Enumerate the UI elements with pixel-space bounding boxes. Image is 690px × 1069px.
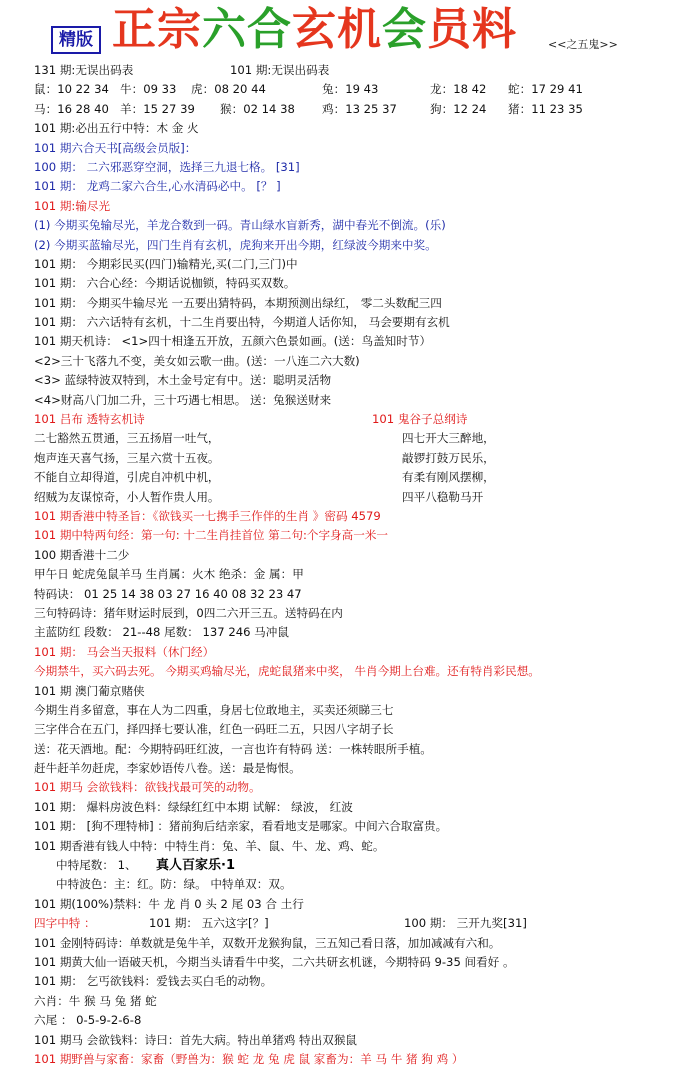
text-segment: 甲午日 蛇虎兔鼠羊马 生肖属：火木 绝杀：金 属：甲	[34, 567, 304, 582]
text-segment: 中特波色：主：红。防：绿。 中特单双：双。	[56, 877, 292, 892]
text-segment: 131 期:无误出码表	[34, 63, 134, 77]
text-segment: 101 期香港中特圣旨：《欲钱买一七携手三作伴的生肖 》密码 4579	[34, 508, 381, 523]
text-line	[34, 623, 684, 642]
text-segment: 101 期:必出五行中特：木 金 火	[34, 121, 199, 136]
text-segment: 牛：09 33	[120, 82, 177, 97]
text-segment: 101 期 澳门葡京赌侠	[34, 683, 145, 698]
text-line	[34, 604, 684, 623]
text-segment: 龙：18 42	[430, 82, 487, 97]
text-segment: 101 期(100%)禁料：牛 龙 肖 0 头 2 尾 03 合 土行	[34, 896, 304, 911]
text-segment: 今期禁牛，买六码去死。 今期买鸡输尽光，虎蛇鼠猪来中奖， 牛肖今期上台难。还有特肖彩民想。	[34, 664, 540, 679]
text-segment: 100 期： 二六邪恶穿空洞，选择三九退七格。 [31]	[34, 159, 300, 174]
text-line	[34, 391, 684, 410]
text-line	[34, 449, 684, 468]
text-segment: 六肖：牛 猴 马 兔 猪 蛇	[34, 993, 157, 1008]
text-line	[34, 992, 684, 1011]
text-line	[34, 701, 684, 720]
text-segment: 敲锣打鼓万民乐，	[402, 450, 495, 465]
header	[0, 0, 690, 60]
text-segment: 三字伴合在五门，择四择七要认准，红色一码旺二五，只因八字胡子长	[34, 722, 394, 737]
text-segment: (2) 今期买蓝输尽光，四门生肖有玄机，虎狗来开出今期，红绿波今期来中奖。	[34, 237, 437, 252]
text-line	[34, 934, 684, 953]
text-segment: 100 期： 三开九奖[31]	[404, 916, 527, 931]
text-line	[34, 720, 684, 739]
title-char: 合	[247, 4, 292, 55]
text-segment: 101 期六合天书[高级会员版]：	[34, 140, 197, 155]
text-segment: 101 期:输尽光	[34, 198, 111, 213]
text-line	[34, 332, 684, 351]
text-segment: 主蓝防红 段数： 21--48 尾数： 137 246 马冲鼠	[34, 625, 289, 640]
text-line	[34, 837, 684, 856]
text-segment: 101 期： 马会当天报料（休门经）	[34, 644, 215, 659]
text-line	[34, 236, 684, 255]
text-line	[34, 1031, 684, 1050]
text-line	[34, 662, 684, 681]
text-line	[34, 468, 684, 487]
text-segment: 炮声连天喜气扬，三星六赏十五夜。	[34, 450, 220, 465]
text-segment: 101 吕布 透特玄机诗	[34, 412, 145, 427]
text-segment: 100 期香港十二少	[34, 547, 130, 562]
title-char: 正	[112, 4, 157, 55]
text-segment: 101 期： 龙鸡二家六合生,心水清码必中。 [？ ]	[34, 179, 281, 194]
text-line	[34, 972, 684, 991]
text-segment: 101 期： 爆料房波色料：绿绿红红中本期 试解： 绿波， 红波	[34, 799, 353, 814]
text-segment: <2>三十飞落九不变，美女如云歌一曲。(送：一八连二六大数)	[34, 353, 360, 368]
text-line	[34, 100, 684, 119]
text-segment: 101 期野兽与家畜：家畜（野兽为：猴 蛇 龙 兔 虎 鼠 家畜为：羊 马 牛 猪 狗 鸡 ）	[34, 1051, 464, 1066]
text-segment: 101 期香港有钱人中特：中特生肖：兔、羊、鼠、牛、龙、鸡、蛇。	[34, 838, 385, 853]
text-segment: 有柔有刚风摆柳，	[402, 470, 495, 485]
text-line	[34, 585, 684, 604]
text-segment: 101 期： 乞丐欲钱料：爱钱去买白毛的动物。	[34, 974, 273, 989]
title-char: 员	[427, 4, 472, 55]
title-char: 料	[472, 4, 517, 55]
text-segment: 101 期中特两句经：第一句: 十二生肖挂首位 第二句:个字身高一米一	[34, 528, 389, 543]
text-segment: 猪：11 23 35	[508, 101, 583, 116]
text-line	[34, 953, 684, 972]
page-title	[112, 2, 517, 58]
text-segment: 101 期： 六合心经：今期话说枷锁，特码买双数。	[34, 276, 296, 291]
text-line	[34, 817, 684, 836]
document-body	[34, 61, 684, 1069]
text-segment: 101 期黄大仙一语破天机，今期当头请看牛中奖，二六共研玄机谜，今期特码 9-35 间看好 。	[34, 954, 515, 969]
title-char: 会	[382, 4, 427, 55]
text-segment: 101 期天机诗： <1>四十相逢五开放，五颜六色景如画。(送：鸟盖知时节）	[34, 334, 432, 349]
text-segment: 二七豁然五贯通，三五扬眉一吐气，	[34, 431, 220, 446]
text-line	[34, 1011, 684, 1030]
text-line	[34, 158, 684, 177]
text-line	[34, 255, 684, 274]
text-segment: 四七开大三醉地，	[402, 431, 495, 446]
text-segment: 101 金刚特码诗：单数就是兔牛羊，双数开龙猴狗鼠，三五知己看日落，加加减减有六和。	[34, 935, 501, 950]
text-line	[34, 294, 684, 313]
text-line	[34, 371, 684, 390]
text-segment: 赶牛赶羊勿赶虎，李家妙语传八卷。送：最是悔恨。	[34, 761, 301, 776]
text-segment: 101 期： 今期彩民买(四门)输精光,买(二门,三门)中	[34, 256, 298, 271]
text-line	[34, 429, 684, 448]
text-line	[34, 410, 684, 429]
text-line	[34, 798, 684, 817]
text-line	[34, 61, 684, 80]
text-line	[34, 197, 684, 216]
text-line	[34, 643, 684, 662]
text-line	[34, 546, 684, 565]
text-segment: (1) 今期买兔输尽光，羊龙合数到一码。青山绿水盲新秀，湖中春光不倒流。(乐)	[34, 218, 446, 233]
text-segment: 101 鬼谷子总纲诗	[372, 412, 468, 427]
text-line	[34, 352, 684, 371]
text-line	[34, 856, 684, 875]
text-segment: 中特尾数： 1、	[56, 858, 137, 873]
text-line	[34, 740, 684, 759]
text-line	[34, 895, 684, 914]
text-segment: 101 期： 今期买牛输尽光 一五要出猜特码，本期预测出绿红， 零二头数配三四	[34, 295, 442, 310]
text-segment: 狗：12 24	[430, 101, 487, 116]
text-line	[34, 313, 684, 332]
text-line	[34, 875, 684, 894]
text-segment: 马：16 28 40	[34, 101, 109, 116]
text-line	[34, 914, 684, 933]
text-line	[34, 1050, 684, 1069]
text-line	[34, 565, 684, 584]
text-segment: 101 期： [狗不理特柿] ：猪前狗后结亲家，看看地支是哪家。中间六合取富贵。	[34, 819, 448, 834]
text-line	[34, 80, 684, 99]
text-line	[34, 216, 684, 235]
text-segment: <3> 蓝绿特波双特到，木土金号定有中。送：聪明灵活物	[34, 373, 332, 388]
title-char: 六	[202, 4, 247, 55]
text-segment: 101 期： 六六话特有玄机，十二生肖要出特，今期道人话你知， 马会要期有玄机	[34, 315, 450, 330]
text-segment: 虎：08 20 44	[191, 82, 266, 97]
text-line	[34, 139, 684, 158]
text-segment: 羊：15 27 39	[120, 101, 195, 116]
edition-badge: 精版	[51, 26, 101, 54]
text-line	[34, 778, 684, 797]
text-segment: 送：花天酒地。配：今期特码旺红波，一言也许有特码 送：一株转眼所手植。	[34, 741, 432, 756]
text-segment: 今期生肖多留意，事在人为二四重，身居七位敢地主，买卖还须睇三七	[34, 702, 394, 717]
text-line	[34, 119, 684, 138]
title-char: 宗	[157, 4, 202, 55]
text-line	[34, 177, 684, 196]
text-segment: 101 期： 五六这字[？]	[149, 916, 269, 931]
title-char: 玄	[292, 4, 337, 55]
header-tag: <<之五鬼>>	[548, 38, 618, 51]
text-line	[34, 759, 684, 778]
text-segment: 猴：02 14 38	[220, 101, 295, 116]
text-segment: 三句特码诗：猪年财运时辰到，0四二六开三五。送特码在内	[34, 605, 343, 620]
text-segment: 绍贼为友谋惊奇，小人暂作贵人用。	[34, 489, 220, 504]
text-segment: 101 期马 会欲钱料：诗曰：首先大病。特出单猪鸡 特出双猴鼠	[34, 1032, 358, 1047]
text-segment: 四平八稳勒马开	[402, 489, 484, 504]
title-char: 机	[337, 4, 382, 55]
text-line	[34, 682, 684, 701]
text-segment: 101 期:无误出码表	[230, 63, 330, 77]
text-segment: 兔：19 43	[322, 82, 379, 97]
text-segment: 蛇：17 29 41	[508, 82, 583, 97]
text-line	[34, 507, 684, 526]
text-segment: 鼠：10 22 34	[34, 82, 109, 97]
text-segment: 四字中特 ：	[34, 916, 96, 931]
text-line	[34, 488, 684, 507]
text-line	[34, 526, 684, 545]
text-segment: 特码诀： 01 25 14 38 03 27 16 40 08 32 23 47	[34, 586, 302, 601]
text-line	[34, 274, 684, 293]
watermark-text: 真人百家乐·1	[154, 856, 237, 875]
text-segment: 鸡：13 25 37	[322, 101, 397, 116]
text-segment: <4>财高八门加二升，三十巧遇七相思。 送：兔猴送财来	[34, 392, 332, 407]
text-segment: 六尾 ： 0-5-9-2-6-8	[34, 1013, 142, 1028]
text-segment: 不能自立却得道，引虎自冲机中机，	[34, 470, 220, 485]
text-segment: 101 期马 会欲钱料：欲钱找最可笑的动物。	[34, 780, 261, 795]
